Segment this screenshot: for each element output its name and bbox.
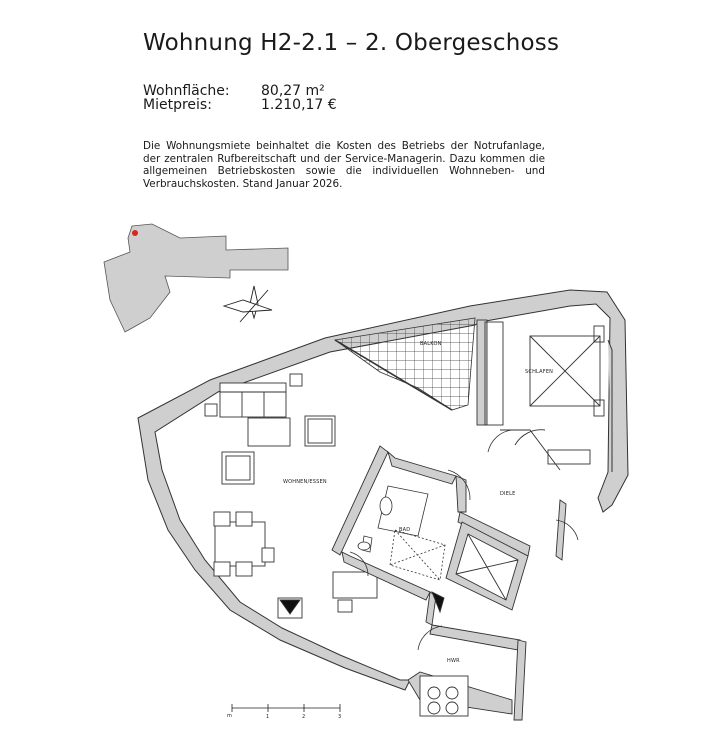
room-label-balkon: BALKON [420, 341, 442, 347]
scale-tick-3: 3 [338, 714, 342, 720]
site-key-plan [104, 224, 288, 332]
rent-description: Die Wohnungsmiete beinhaltet die Kosten des Betriebs der Notrufanlage, der zentralen Rufbereitschaft und der Service-Managerin. Dazu kommen die allgemeinen Betriebskosten sowie die individuellen Wohnneben- und Verbrauchskosten. Stand Januar 2026. [143, 140, 545, 190]
bedroom [477, 320, 604, 470]
scale-unit: m [227, 713, 232, 719]
room-label-diele: DIELE [500, 491, 516, 497]
scale-tick-2: 2 [302, 714, 306, 720]
dining-table [215, 522, 265, 566]
rent-value: 1.210,17 € [261, 97, 337, 113]
scale-tick-1: 1 [266, 714, 270, 720]
area-label: Wohnfläche: [143, 83, 230, 99]
elevator-shaft [278, 522, 528, 618]
desk [333, 572, 377, 598]
living-furniture [205, 374, 377, 612]
site-building [104, 224, 288, 332]
apartment-title: Wohnung H2-2.1 – 2. Obergeschoss [143, 30, 560, 56]
scale-bar [227, 704, 341, 720]
compass-icon [224, 286, 272, 322]
kitchen-stove [420, 676, 468, 716]
rent-label: Mietpreis: [143, 97, 212, 113]
area-value: 80,27 m² [261, 83, 325, 99]
room-label-wohnen: WOHNEN/ESSEN [283, 479, 327, 485]
coffee-table [248, 418, 290, 446]
location-marker [132, 230, 138, 236]
room-label-bad: BAD [399, 527, 411, 533]
sofa [220, 383, 286, 417]
room-label-schlafen: SCHLAFEN [525, 369, 554, 375]
room-label-hwr: HWR [447, 658, 460, 664]
